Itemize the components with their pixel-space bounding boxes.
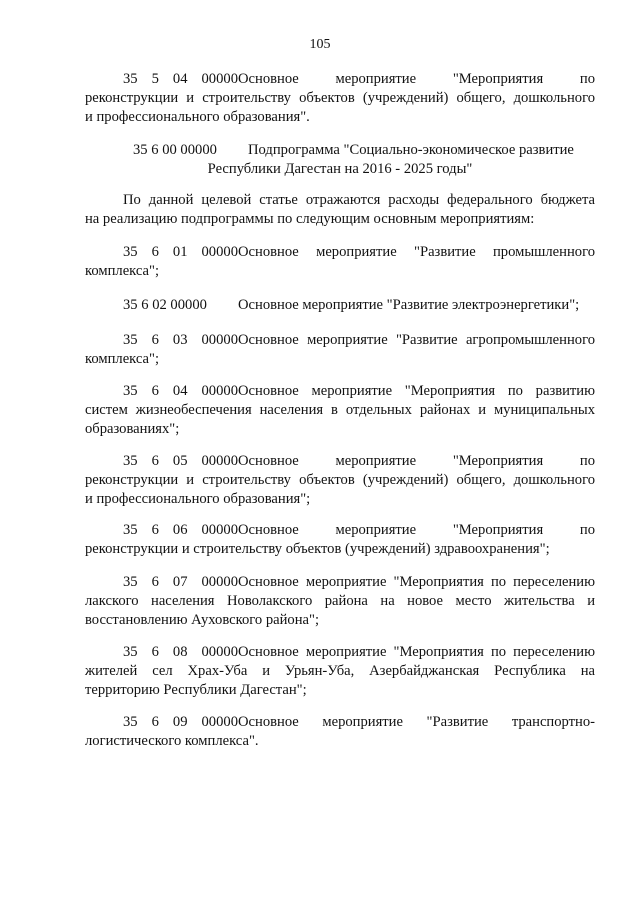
entry-code: 35 6 06 00000 xyxy=(123,522,238,538)
entry-first-line xyxy=(85,452,595,471)
entry-title-start: Основное мероприятие "Развитие агропромышленного xyxy=(238,332,595,348)
entry-35-6-06 xyxy=(85,521,595,559)
entry-35-6-08 xyxy=(85,643,595,700)
entry-continuation: и профессионального образования". xyxy=(85,109,310,125)
entry-35-6-07 xyxy=(85,573,595,630)
entry-first-line xyxy=(85,331,595,350)
entry-35-6-02 xyxy=(85,296,595,315)
entry-first-line xyxy=(85,573,595,592)
entry-title-start: Основное мероприятие "Мероприятия по xyxy=(238,71,595,87)
entry-continuation: комплекса"; xyxy=(85,351,160,367)
entry-continuation: реконструкции и строительству объектов (учреждений) здравоохранения"; xyxy=(85,541,550,557)
entry-code: 35 6 09 00000 xyxy=(123,714,238,730)
entry-continuation: систем жизнеобеспечения населения в отдельных районах и муниципальных xyxy=(85,402,595,418)
entry-code: 35 6 08 00000 xyxy=(123,644,238,660)
entry-continuation: лакского населения Новолакского района на новое место жительства и xyxy=(85,593,595,609)
entry-title-start: Основное мероприятие "Мероприятия по xyxy=(238,522,595,538)
entry-code: 35 6 07 00000 xyxy=(123,574,238,590)
entry-first-line xyxy=(85,243,595,262)
entry-continuation: образованиях"; xyxy=(85,421,180,437)
entry-title-start: Основное мероприятие "Мероприятия по развитию xyxy=(238,383,595,399)
intro-paragraph xyxy=(85,191,595,229)
entry-continuation: реконструкции и строительству объектов (учреждений) общего, дошкольного xyxy=(85,90,595,106)
entry-title-start: Основное мероприятие "Мероприятия по xyxy=(238,453,595,469)
entry-first-line xyxy=(85,382,595,401)
entry-first-line xyxy=(85,713,595,732)
entry-code: 35 6 01 00000 xyxy=(123,244,238,260)
intro-line: на реализацию подпрограммы по следующим основным мероприятиям: xyxy=(85,211,535,227)
subprogram-second-line: Республики Дагестан на 2016 - 2025 годы" xyxy=(207,161,473,177)
entry-35-6-05 xyxy=(85,452,595,509)
entry-code: 35 6 04 00000 xyxy=(123,383,238,399)
entry-title-start: Основное мероприятие "Мероприятия по переселению xyxy=(238,574,595,590)
entry-title-start: Основное мероприятие "Развитие транспортно- xyxy=(238,714,595,730)
entry-continuation: жителей сел Храх-Уба и Урьян-Уба, Азербайджанская Республика на xyxy=(85,663,595,679)
entry-35-6-09 xyxy=(85,713,595,751)
entry-first-line xyxy=(85,70,595,89)
entry-code: 35 5 04 00000 xyxy=(123,71,238,87)
entry-title-start: Основное мероприятие "Мероприятия по переселению xyxy=(238,644,595,660)
entry-title-start: Основное мероприятие "Развитие электроэнергетики"; xyxy=(238,297,580,313)
entry-code: 35 6 05 00000 xyxy=(123,453,238,469)
entry-continuation: и профессионального образования"; xyxy=(85,491,311,507)
entry-continuation: территорию Республики Дагестан"; xyxy=(85,682,307,698)
entry-first-line xyxy=(85,643,595,662)
page-number: 105 xyxy=(309,37,331,52)
entry-first-line xyxy=(85,296,595,315)
entry-code: 35 6 03 00000 xyxy=(123,332,238,348)
entry-continuation: реконструкции и строительству объектов (учреждений) общего, дошкольного xyxy=(85,472,595,488)
subprogram-title: Подпрограмма "Социально-экономическое развитие xyxy=(248,142,574,158)
intro-line: По данной целевой статье отражаются расходы федерального бюджета xyxy=(123,192,595,208)
entry-code: 35 6 02 00000 xyxy=(123,297,207,313)
entry-continuation: логистического комплекса". xyxy=(85,733,259,749)
subprogram-first-line xyxy=(85,141,595,160)
entry-continuation: комплекса"; xyxy=(85,263,160,279)
entry-35-6-03 xyxy=(85,331,595,369)
subprogram-heading xyxy=(85,141,595,179)
entry-35-6-01 xyxy=(85,243,595,281)
entry-35-5-04 xyxy=(85,70,595,127)
subprogram-code: 35 6 00 00000 xyxy=(133,142,217,158)
entry-first-line xyxy=(85,521,595,540)
entry-35-6-04 xyxy=(85,382,595,439)
entry-title-start: Основное мероприятие "Развитие промышленного xyxy=(238,244,595,260)
entry-continuation: восстановлению Ауховского района"; xyxy=(85,612,319,628)
